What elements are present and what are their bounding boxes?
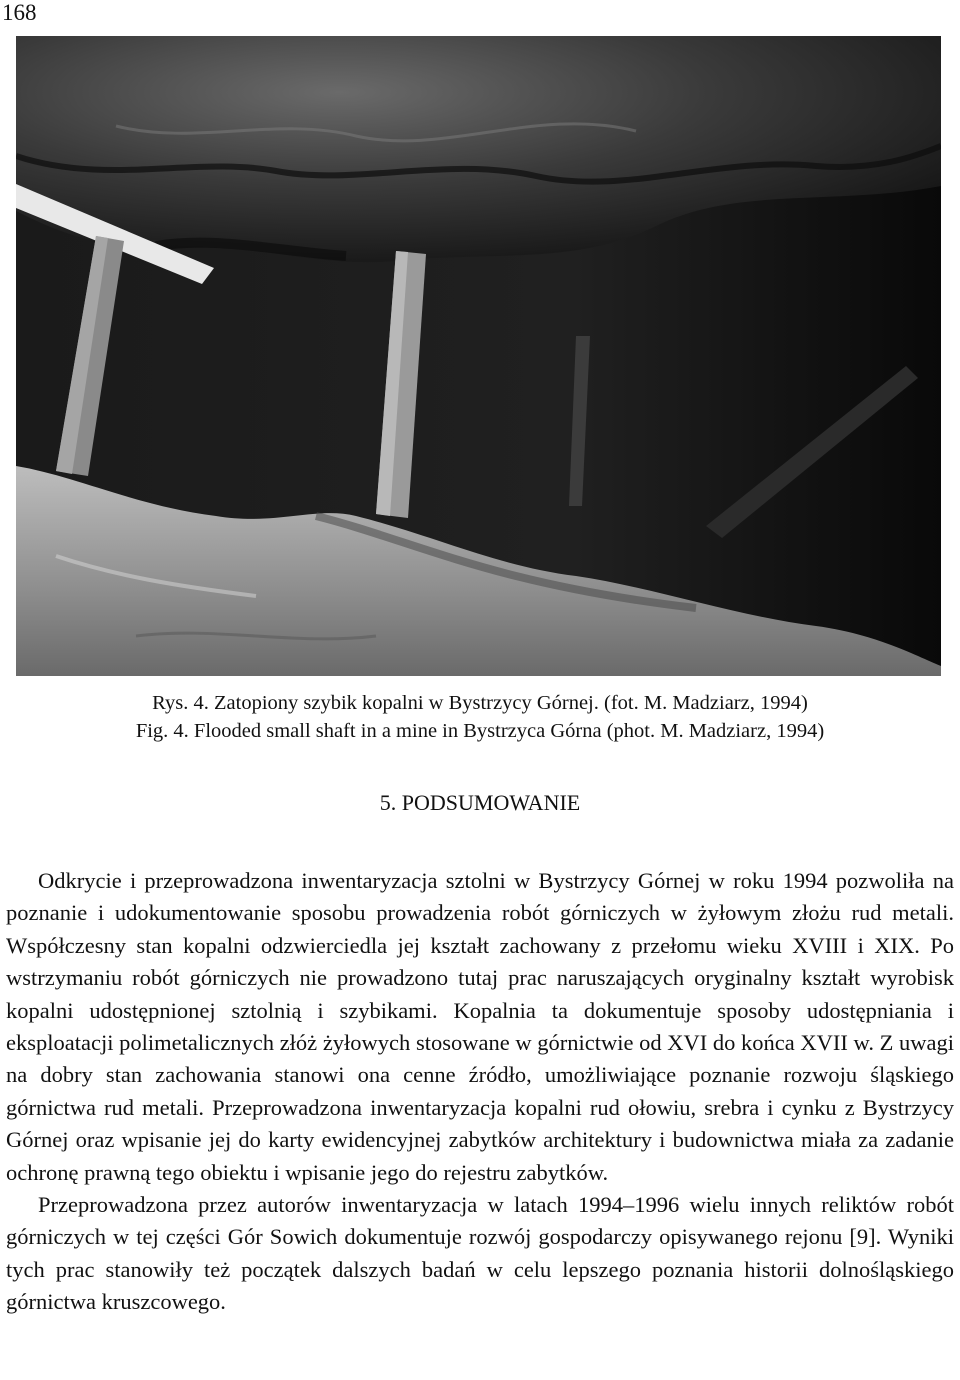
paragraph: Przeprowadzona przez autorów inwentaryzacja w latach 1994–1996 wielu innych reliktów robót górniczych w tej części Gór Sowich dokumentuje rozwój gospodarczy opisywanego rejonu [9]. Wyniki tych prac stanowiły też początek dalszych badań w celu lepszego poznania historii dolnośląskiego górnictwa kruszcowego. <box>6 1192 954 1315</box>
body-text <box>6 865 954 1319</box>
figure-caption-english: Fig. 4. Flooded small shaft in a mine in Bystrzyca Górna (phot. M. Madziarz, 1994) <box>135 720 825 742</box>
paragraph: Odkrycie i przeprowadzona inwentaryzacja sztolni w Bystrzycy Górnej w roku 1994 pozwoliła na poznanie i udokumentowanie sposobu prowadzenia robót górniczych w żyłowym złożu rud metali. Współczesny stan kopalni odzwierciedla jej kształt zachowany z przełomu wieku XVIII i XIX. Po wstrzymaniu robót górniczych nie prowadzono tutaj prac naruszających oryginalny kształt wyrobisk kopalni udostępnionej sztolnią i szybikami. Kopalnia ta dokumentuje sposoby udostępniania i eksploatacji polimetalicznych złóż żyłowych stosowane w górnictwie od XVI do końca XVII w. Z uwagi na dobry stan zachowania stanowi ona cenne źródło, umożliwiające poznanie rozwoju śląskiego górnictwa rud metali. Przeprowadzona inwentaryzacja kopalni rud ołowiu, srebra i cynku z Bystrzycy Górnej oraz wpisanie jej do karty ewidencyjnej zabytków architektury i budownictwa miała za zadanie ochronę prawną tego obiektu i wpisanie jego do rejestru zabytków. <box>6 868 954 1185</box>
figure-photo-mine-shaft <box>16 36 941 676</box>
section-heading: 5. PODSUMOWANIE <box>379 790 581 815</box>
page-number: 168 <box>2 0 37 25</box>
figure-caption-polish: Rys. 4. Zatopiony szybik kopalni w Bystrzycy Górnej. (fot. M. Madziarz, 1994) <box>152 692 808 714</box>
